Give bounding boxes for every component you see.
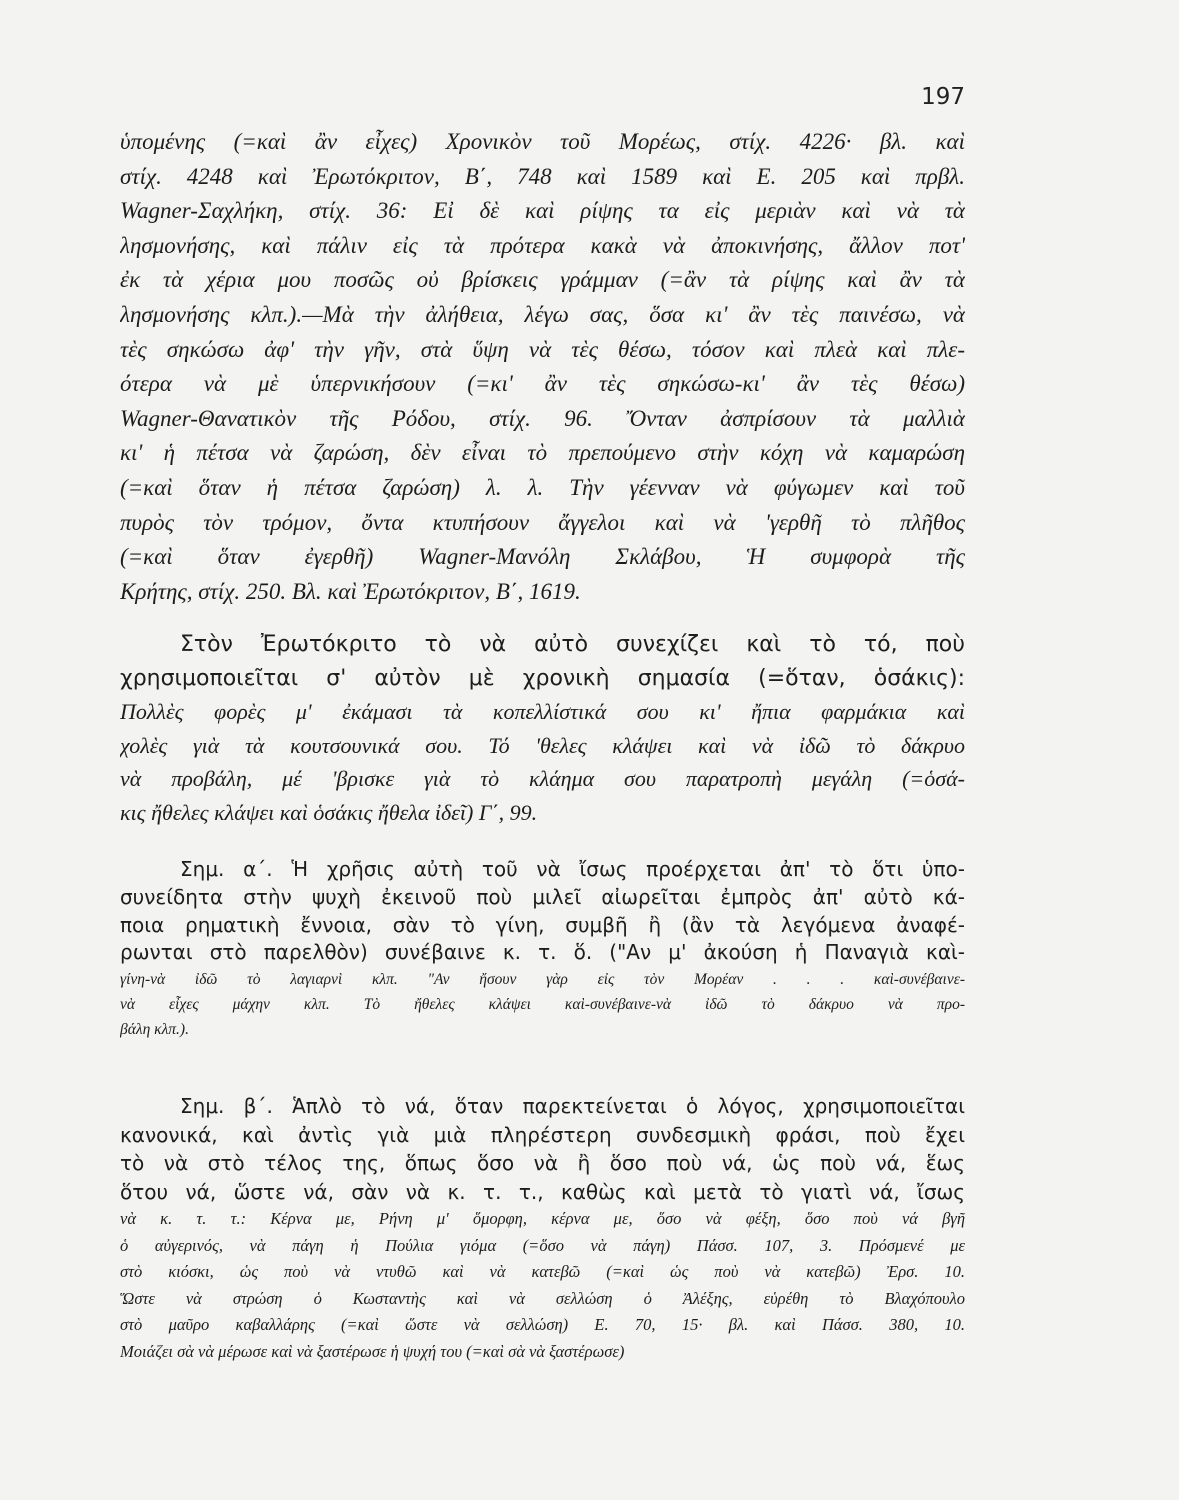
text-line: Σημ. α΄. Ἡ χρῆσις αὐτὴ τοῦ νὰ ἴσως προέρχεται ἀπ' τὸ ὅτι ὑπο- bbox=[180, 857, 965, 881]
text-line: νὰ προβάλη, μέ 'βρισκε γιὰ τὸ κλάημα σου παρατροπὴ μεγάλη (=ὁσά- bbox=[120, 766, 965, 791]
paragraph-citations bbox=[120, 125, 965, 609]
text-line: Στὸν Ἐρωτόκριτο τὸ νὰ αὐτὸ συνεχίζει καὶ τὸ τό, ποὺ bbox=[180, 632, 965, 657]
text-line: νὰ εἶχες μάχην κλπ. Τὸ ἤθελες κλάψει καὶ-συνέβαινε-νὰ ἰδῶ τὸ δάκρυο νὰ προ- bbox=[120, 996, 965, 1014]
text-line: ρωνται στὸ παρελθὸν) συνέβαινε κ. τ. ὅ. ("Αν μ' ἀκούση ἡ Παναγιὰ καὶ- bbox=[120, 940, 965, 965]
text-line: συνείδητα στὴν ψυχὴ ἐκεινοῦ ποὺ μιλεῖ αἰωρεῖται ἐμπρὸς ἀπ' αὐτὸ κά- bbox=[120, 884, 965, 909]
text-line: τὲς σηκώσω ἀφ' τὴν γῆν, στὰ ὕψη νὰ τὲς θέσω, τόσον καὶ πλεὰ καὶ πλε- bbox=[120, 336, 965, 362]
text-line: στὸ κιόσκι, ὡς ποὺ νὰ ντυθῶ καὶ νὰ κατεβῶ (=καὶ ὡς ποὺ νὰ κατεβῶ) Ἐρσ. 10. bbox=[120, 1262, 965, 1281]
text-line: ὁ αὐγερινός, νὰ πάγη ἡ Πούλια γιόμα (=ὅσο νὰ πάγη) Πάσσ. 107, 3. Πρόσμενέ με bbox=[120, 1235, 965, 1255]
text-line: κι' ἡ πέτσα νὰ ζαρώση, δὲν εἶναι τὸ πρεπούμενο στὴν κόχη νὰ καμαρώση bbox=[120, 440, 965, 466]
page-number: 197 bbox=[921, 84, 965, 110]
text-line: Wagner-Θανατικὸν τῆς Ρόδου, στίχ. 96. Ὄνταν ἀσπρίσουν τὰ μαλλιὰ bbox=[120, 405, 965, 431]
text-line: στὸ μαῦρο καβαλλάρης (=καὶ ὥστε νὰ σελλώση) Ε. 70, 15· βλ. καὶ Πάσσ. 380, 10. bbox=[120, 1315, 965, 1334]
text-line: χρησιμοποιεῖται σ' αὐτὸν μὲ χρονικὴ σημασία (=ὅταν, ὁσάκις): bbox=[120, 665, 965, 691]
text-line: Σημ. β΄. Ἁπλὸ τὸ νά, ὅταν παρεκτείνεται ὁ λόγος, χρησιμοποιεῖται bbox=[180, 1094, 965, 1118]
text-line: ἐκ τὰ χέρια μου ποσῶς οὐ βρίσκεις γράμμαν (=ἂν τὰ ρίψης καὶ ἂν τὰ bbox=[120, 267, 965, 293]
text-line: ὅτου νά, ὥστε νά, σὰν νὰ κ. τ. τ., καθὼς καὶ μετὰ τὸ γιατὶ νά, ἴσως bbox=[120, 1179, 965, 1204]
text-line: νὰ κ. τ. τ.: Κέρνα με, Ρήνη μ' ὅμορφη, κέρνα με, ὅσο νὰ φέξη, ὅσο ποὺ νά βγῆ bbox=[120, 1209, 965, 1228]
text-line: ότερα νὰ μὲ ὑπερνικήσουν (=κι' ἂν τὲς σηκώσω-κι' ἂν τὲς θέσω) bbox=[120, 371, 965, 397]
text-line: πυρὸς τὸν τρόμον, ὄντα κτυπήσουν ἄγγελοι καὶ νὰ 'γερθῆ τὸ πλῆθος bbox=[120, 509, 965, 535]
text-line: τὸ νὰ στὸ τέλος της, ὅπως ὅσο νὰ ἢ ὅσο ποὺ νά, ὡς ποὺ νά, ἕως bbox=[120, 1151, 965, 1175]
text-line: κανονικά, καὶ ἀντὶς γιὰ μιὰ πληρέστερη συνδεσμικὴ φράσι, ποὺ ἔχει bbox=[120, 1122, 965, 1147]
text-line: ποια ρηματικὴ ἔννοια, σὰν τὸ γίνη, συμβῆ ἢ (ἂν τὰ λεγόμενα ἀναφέ- bbox=[120, 912, 965, 937]
text-line: γίνη-νὰ ἰδῶ τὸ λαγιαρνὶ κλπ. "Αν ἤσουν γὰρ εἰς τὸν Μορέαν . . . καὶ-συνέβαινε- bbox=[120, 971, 965, 989]
text-line: Μοιάζει σὰ νὰ μέρωσε καὶ νὰ ξαστέρωσε ἡ ψυχή του (=καὶ σὰ νὰ ξαστέρωσε) bbox=[120, 1341, 625, 1361]
text-line: χολὲς γιὰ τὰ κουτσουνικά σου. Τό 'θελες κλάψει καὶ νὰ ἰδῶ τὸ δάκρυο bbox=[120, 732, 965, 758]
text-line: Wagner-Σαχλήκη, στίχ. 36: Εἰ δὲ καὶ ρίψης τα εἰς μεριὰν καὶ νὰ τὰ bbox=[120, 198, 965, 224]
text-line: λησμονήσης κλπ.).—Μὰ τὴν ἀλήθεια, λέγω σας, ὅσα κι' ἂν τὲς παινέσω, νὰ bbox=[120, 301, 965, 327]
note-alpha bbox=[120, 856, 965, 1042]
text-line: Κρήτης, στίχ. 250. Βλ. καὶ Ἐρωτόκριτον, Β΄, 1619. bbox=[120, 578, 581, 604]
text-line: ὑπομένης (=καὶ ἂν εἶχες) Χρονικὸν τοῦ Μορέως, στίχ. 4226· βλ. καὶ bbox=[120, 129, 965, 154]
text-line: Ὥστε νὰ στρώση ὁ Κωσταντὴς καὶ νὰ σελλώση ὁ Ἀλέξης, εὑρέθη τὸ Βλαχόπουλο bbox=[120, 1288, 965, 1308]
text-line: Πολλὲς φορὲς μ' ἐκάμασι τὰ κοπελλίστικά σου κι' ἤπια φαρμάκια καὶ bbox=[120, 699, 965, 724]
paragraph-erotokritos bbox=[120, 628, 965, 829]
text-line: (=καὶ ὅταν ἡ πέτσα ζαρώση) λ. λ. Τὴν γέενναν νὰ φύγωμεν καὶ τοῦ bbox=[120, 474, 965, 500]
note-beta bbox=[120, 1092, 965, 1365]
text-line: (=καὶ ὅταν ἐγερθῆ) Wagner-Μανόλη Σκλάβου, Ἡ συμφορὰ τῆς bbox=[120, 544, 965, 570]
text-line: στίχ. 4248 καὶ Ἐρωτόκριτον, Β΄, 748 καὶ 1589 καὶ Ε. 205 καὶ πρβλ. bbox=[120, 163, 965, 189]
text-line: βάλη κλπ.). bbox=[120, 1021, 189, 1039]
text-line: κις ἤθελες κλάψει καὶ ὁσάκις ἤθελα ἰδεῖ) Γ΄, 99. bbox=[120, 799, 538, 825]
text-line: λησμονήσης, καὶ πάλιν εἰς τὰ πρότερα κακὰ νὰ ἀποκινήσης, ἄλλον ποτ' bbox=[120, 232, 965, 258]
